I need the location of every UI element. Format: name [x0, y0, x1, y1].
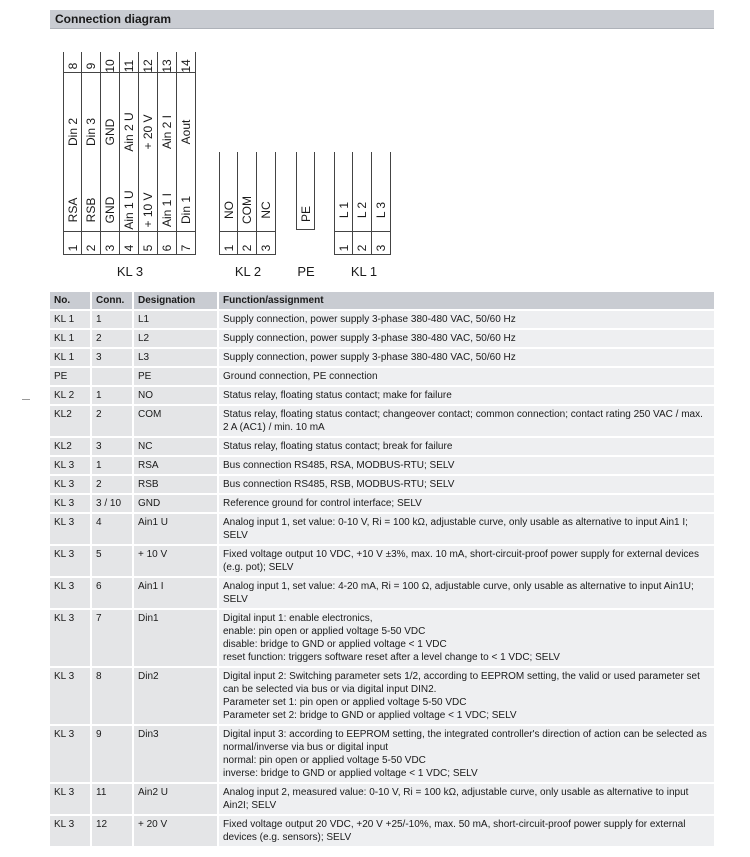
cell-conn: 1: [91, 310, 133, 329]
table-row: [50, 310, 714, 329]
cell-designation: PE: [133, 367, 218, 386]
terminal-number: 1: [336, 244, 351, 252]
cell-no: KL 3: [50, 577, 91, 609]
terminal-label: GND: [103, 118, 117, 146]
kl3-label: KL 3: [116, 264, 144, 279]
kl3-lower-terminal-strip: [63, 152, 196, 255]
terminal-number: 1: [65, 244, 80, 252]
terminal: [82, 52, 101, 152]
cell-conn: 4: [91, 513, 133, 545]
terminal-label: GND: [103, 196, 117, 224]
table-row: [50, 329, 714, 348]
cell-function: Analog input 1, set value: 4-20 mA, Ri = 100 Ω, adjustable curve, only usable as alternative to input Ain1U; SELV: [218, 577, 714, 609]
cell-conn: 2: [91, 329, 133, 348]
header-no: No.: [50, 292, 91, 310]
terminal: [120, 52, 139, 152]
terminal: [372, 152, 391, 255]
cell-function: Bus connection RS485, RSB, MODBUS-RTU; SELV: [218, 475, 714, 494]
terminal: [82, 152, 101, 255]
terminal-number: 11: [122, 59, 136, 73]
cell-function: Supply connection, power supply 3-phase 380-480 VAC, 50/60 Hz: [218, 348, 714, 367]
terminal-number: 8: [65, 62, 80, 70]
cell-conn: 3: [91, 348, 133, 367]
terminal-number: 3: [374, 244, 388, 252]
kl3-upper-terminal-strip: [63, 52, 196, 152]
table-row: [50, 667, 714, 725]
cell-no: KL 3: [50, 783, 91, 815]
terminal: [177, 152, 196, 255]
terminal: [63, 52, 82, 152]
cell-function: Status relay, floating status contact; break for failure: [218, 437, 714, 456]
terminal: [353, 152, 372, 255]
cell-no: KL 2: [50, 386, 91, 405]
terminal-label: Ain 2 I: [160, 114, 174, 150]
section-title: Connection diagram: [55, 12, 172, 26]
cell-conn: 3 / 10: [91, 494, 133, 513]
cell-no: KL 3: [50, 667, 91, 725]
cell-designation: GND: [133, 494, 218, 513]
cell-designation: Ain1 U: [133, 513, 218, 545]
table-row: [50, 405, 714, 437]
table-row: [50, 456, 714, 475]
cell-designation: + 20 V: [133, 815, 218, 847]
terminal: [120, 152, 139, 255]
terminal: [139, 52, 158, 152]
cell-function: Supply connection, power supply 3-phase 380-480 VAC, 50/60 Hz: [218, 310, 714, 329]
terminal-number: 2: [84, 244, 98, 252]
kl2-label: KL 2: [234, 264, 262, 279]
table-header-row: [50, 292, 714, 310]
cell-conn: 3: [91, 437, 133, 456]
pe-terminal: [296, 152, 315, 230]
cell-conn: 1: [91, 386, 133, 405]
cell-function: Status relay, floating status contact; make for failure: [218, 386, 714, 405]
terminal-label: Aout: [179, 119, 193, 145]
terminal-number: 7: [179, 244, 193, 252]
terminal: [63, 152, 82, 255]
table-row: [50, 386, 714, 405]
cell-designation: COM: [133, 405, 218, 437]
terminal-label: RSB: [84, 197, 98, 223]
terminal: [139, 152, 158, 255]
terminal-label: Ain 2 U: [122, 112, 136, 152]
terminal: [177, 52, 196, 152]
table-row: [50, 437, 714, 456]
header-function: Function/assignment: [218, 292, 714, 310]
cell-designation: NO: [133, 386, 218, 405]
terminal-assignment-table: [50, 292, 714, 848]
cell-function: Fixed voltage output 20 VDC, +20 V +25/-10%, max. 50 mA, short-circuit-proof power supply for external devices (e.g. sensors); SELV: [218, 815, 714, 847]
terminal-label: + 20 V: [141, 114, 155, 150]
cell-function: Fixed voltage output 10 VDC, +10 V ±3%, max. 10 mA, short-circuit-proof power supply for external devices (e.g. pot); SELV: [218, 545, 714, 577]
terminal-number: 5: [141, 244, 155, 252]
terminal-number: 2: [355, 244, 369, 252]
cell-function: Digital input 2: Switching parameter sets 1/2, according to EEPROM setting, the valid or used parameter set can be selected via bus or via digital input DIN2. Parameter set 1: pin open or applied voltage 5-50 VDC Parameter set 2: bridge to GND or applied voltage < 1 VDC; SELV: [218, 667, 714, 725]
cell-no: KL 3: [50, 513, 91, 545]
cell-no: KL 3: [50, 725, 91, 783]
cell-designation: L2: [133, 329, 218, 348]
terminal-number: 6: [160, 244, 174, 252]
table-row: [50, 545, 714, 577]
table-row: [50, 367, 714, 386]
cell-conn: 8: [91, 667, 133, 725]
terminal-label: NO: [221, 201, 236, 219]
cell-designation: Din1: [133, 609, 218, 667]
terminal-label: Ain 1 I: [160, 192, 174, 228]
cell-function: Digital input 3: according to EEPROM setting, the integrated controller's direction of action can be selected as normal/inverse via bus or digital input normal: pin open or applied voltage 5-50 VDC inverse: bridge to GND or applied voltage < 1 VDC; SELV: [218, 725, 714, 783]
terminal-label: RSA: [65, 197, 80, 223]
cell-function: Reference ground for control interface; SELV: [218, 494, 714, 513]
terminal: [158, 52, 177, 152]
kl1-label: KL 1: [350, 264, 378, 279]
terminal-label: Ain 1 U: [122, 190, 136, 230]
pe-label: PE: [297, 264, 315, 279]
table-row: [50, 577, 714, 609]
cell-designation: + 10 V: [133, 545, 218, 577]
table-row: [50, 475, 714, 494]
terminal-label: Din 2: [65, 117, 80, 147]
cell-conn: [91, 367, 133, 386]
cell-function: Analog input 2, measured value: 0-10 V, Ri = 100 kΩ, adjustable curve, only usable as alternative to input Ain2I; SELV: [218, 783, 714, 815]
terminal-label: COM: [240, 196, 254, 224]
cell-no: KL 1: [50, 329, 91, 348]
table-row: [50, 815, 714, 847]
cell-designation: NC: [133, 437, 218, 456]
cell-conn: 7: [91, 609, 133, 667]
cell-conn: 12: [91, 815, 133, 847]
pe-terminal-label: PE: [298, 205, 313, 223]
table-row: [50, 348, 714, 367]
kl2-terminal-strip: [219, 152, 276, 255]
cell-function: Supply connection, power supply 3-phase 380-480 VAC, 50/60 Hz: [218, 329, 714, 348]
cell-no: KL 3: [50, 494, 91, 513]
cell-designation: L1: [133, 310, 218, 329]
terminal: [158, 152, 177, 255]
cell-designation: L3: [133, 348, 218, 367]
terminal-number: 2: [240, 244, 254, 252]
terminal: [257, 152, 276, 255]
cell-designation: Ain2 U: [133, 783, 218, 815]
cell-function: Status relay, floating status contact; changeover contact; common connection; contact rating 250 VAC / max. 2 A (AC1) / min. 10 mA: [218, 405, 714, 437]
cell-no: KL 3: [50, 609, 91, 667]
cell-no: KL 3: [50, 815, 91, 847]
terminal-number: 3: [103, 244, 117, 252]
cell-no: KL 1: [50, 310, 91, 329]
cell-function: Ground connection, PE connection: [218, 367, 714, 386]
cell-designation: Ain1 I: [133, 577, 218, 609]
terminal: [101, 152, 120, 255]
terminal-number: 12: [141, 59, 155, 73]
cell-conn: 9: [91, 725, 133, 783]
terminal-label: Din 3: [84, 117, 98, 147]
terminal-divider: [63, 72, 196, 73]
terminal-number: 9: [84, 62, 98, 70]
cell-conn: 2: [91, 405, 133, 437]
cell-no: KL 3: [50, 475, 91, 494]
cell-conn: 6: [91, 577, 133, 609]
terminal: [334, 152, 353, 255]
terminal-number: 4: [122, 244, 136, 252]
terminal-label: + 10 V: [141, 192, 155, 228]
cell-no: KL 3: [50, 456, 91, 475]
terminal-label: NC: [259, 201, 273, 219]
cell-function: Bus connection RS485, RSA, MODBUS-RTU; SELV: [218, 456, 714, 475]
cell-conn: 5: [91, 545, 133, 577]
margin-mark: [22, 399, 30, 400]
header-conn: Conn.: [91, 292, 133, 310]
kl1-terminal-strip: [334, 152, 391, 255]
terminal-label: L 2: [355, 201, 369, 219]
cell-designation: Din3: [133, 725, 218, 783]
cell-function: Digital input 1: enable electronics, enable: pin open or applied voltage 5-50 VDC disable: bridge to GND or applied voltage < 1 VDC reset function: triggers software reset after a level change to < 1 VDC; SELV: [218, 609, 714, 667]
cell-conn: 11: [91, 783, 133, 815]
terminal-number: 14: [179, 59, 193, 73]
table-row: [50, 494, 714, 513]
cell-designation: RSB: [133, 475, 218, 494]
terminal: [219, 152, 238, 255]
terminal-number: 3: [259, 244, 273, 252]
terminal-label: Din 1: [179, 195, 193, 225]
table-row: [50, 609, 714, 667]
terminal-divider: [219, 231, 276, 232]
cell-no: KL2: [50, 437, 91, 456]
cell-function: Analog input 1, set value: 0-10 V, Ri = 100 kΩ, adjustable curve, only usable as alternative to input Ain1 I; SELV: [218, 513, 714, 545]
terminal-divider: [63, 231, 196, 232]
cell-conn: 2: [91, 475, 133, 494]
section-header: [50, 10, 714, 29]
terminal-number: 10: [103, 59, 117, 73]
cell-conn: 1: [91, 456, 133, 475]
header-designation: Designation: [133, 292, 218, 310]
terminal-label: L 3: [374, 201, 388, 219]
cell-designation: RSA: [133, 456, 218, 475]
table-row: [50, 513, 714, 545]
terminal: [238, 152, 257, 255]
terminal-divider: [334, 231, 391, 232]
terminal-number: 13: [160, 59, 174, 73]
cell-no: PE: [50, 367, 91, 386]
table-row: [50, 783, 714, 815]
cell-no: KL 3: [50, 545, 91, 577]
terminal-label: L 1: [336, 201, 351, 219]
terminal-number: 1: [221, 244, 236, 252]
cell-designation: Din2: [133, 667, 218, 725]
table-row: [50, 725, 714, 783]
cell-no: KL 1: [50, 348, 91, 367]
cell-no: KL2: [50, 405, 91, 437]
terminal: [101, 52, 120, 152]
